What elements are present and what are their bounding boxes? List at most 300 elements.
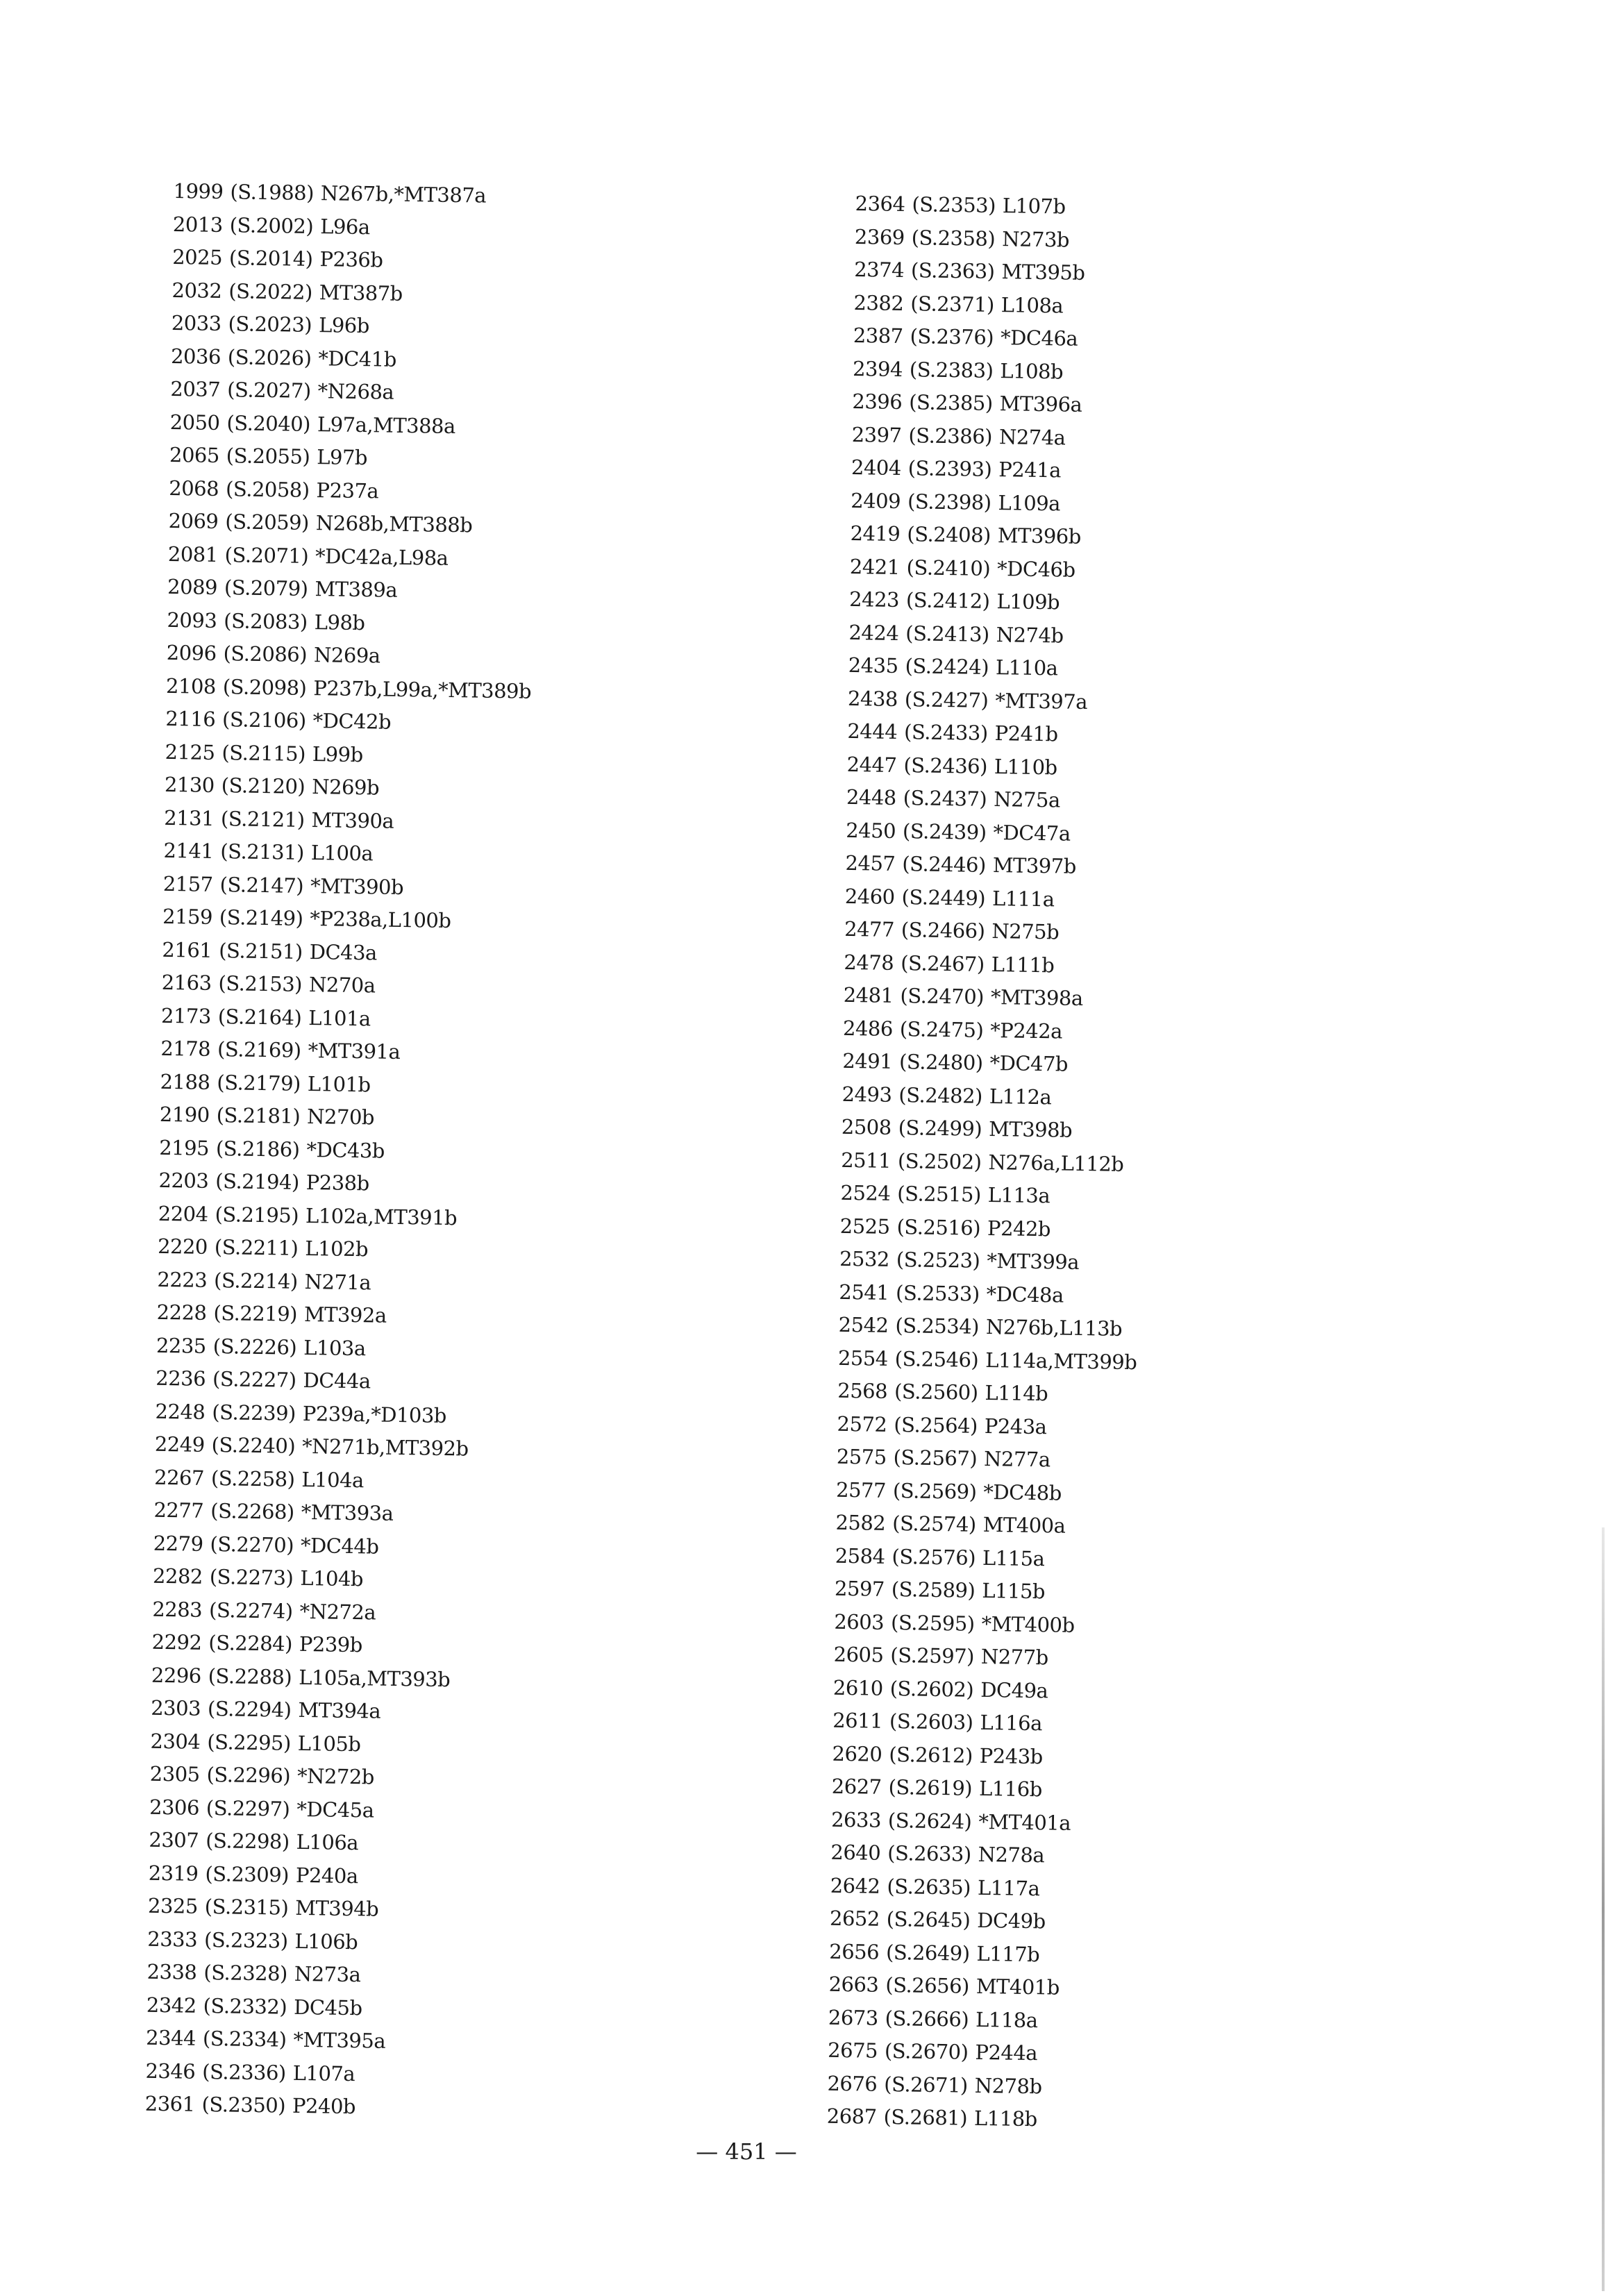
- entry-num: 2013: [172, 212, 224, 237]
- entry-ref: (S.2336): [202, 2059, 287, 2085]
- entry-ref: (S.2515): [897, 1182, 982, 1207]
- entry-codes: L117a: [977, 1875, 1040, 1900]
- entry-ref: (S.2386): [908, 423, 993, 449]
- entry-num: 2582: [835, 1510, 886, 1535]
- entry-num: 2178: [160, 1036, 211, 1061]
- entry-codes: L113a: [987, 1182, 1050, 1208]
- entry-ref: (S.2194): [215, 1169, 300, 1194]
- entry-num: 2036: [170, 344, 221, 369]
- entry-ref: (S.2121): [220, 806, 305, 832]
- entry-num: 2511: [840, 1148, 891, 1173]
- entry-ref: (S.2602): [889, 1676, 974, 1702]
- entry-codes: MT395b: [1001, 260, 1085, 285]
- entry-num: 2421: [849, 554, 900, 579]
- entry-codes: P244a: [975, 2040, 1038, 2065]
- entry-codes: L116a: [980, 1710, 1043, 1736]
- entry-codes: L97b: [317, 445, 368, 470]
- entry-num: 2220: [157, 1234, 208, 1259]
- entry-ref: (S.2023): [228, 312, 312, 337]
- entry-num: 2037: [170, 376, 221, 402]
- entry-codes: N270b: [306, 1105, 375, 1130]
- entry-num: 2577: [835, 1477, 887, 1502]
- entry-ref: (S.2576): [891, 1544, 976, 1570]
- entry-ref: (S.2449): [901, 885, 986, 910]
- entry-ref: (S.2671): [884, 2072, 969, 2097]
- entry-codes: N269a: [313, 643, 380, 668]
- entry-codes: *P238a,L100b: [310, 907, 451, 933]
- entry-codes: L110a: [995, 655, 1058, 680]
- entry-ref: (S.2027): [226, 378, 311, 403]
- entry-codes: L115a: [982, 1545, 1045, 1570]
- entry-ref: (S.2226): [212, 1334, 297, 1359]
- entry-codes: N278a: [978, 1842, 1045, 1868]
- entry-num: 2344: [145, 2025, 196, 2050]
- entry-ref: (S.2151): [219, 938, 303, 964]
- entry-codes: *DC42a,L98a: [315, 544, 449, 570]
- entry-codes: *P242a: [990, 1018, 1063, 1044]
- entry-ref: (S.2079): [224, 576, 308, 601]
- entry-ref: (S.2106): [221, 707, 306, 732]
- entry-num: 2481: [843, 982, 894, 1007]
- entry-ref: (S.2334): [202, 2026, 287, 2052]
- entry-num: 2640: [830, 1840, 881, 1865]
- entry-codes: N270a: [308, 973, 376, 998]
- entry-num: 2423: [848, 587, 900, 612]
- entry-codes: L116b: [978, 1776, 1043, 1802]
- entry-ref: (S.2350): [201, 2092, 286, 2118]
- entry-num: 2369: [854, 224, 905, 249]
- entry-codes: L107b: [1002, 194, 1066, 219]
- entry-num: 2450: [846, 818, 896, 843]
- entry-num: 2541: [839, 1280, 889, 1305]
- entry-num: 2597: [834, 1576, 885, 1601]
- entry-codes: MT392a: [303, 1302, 387, 1327]
- entry-ref: (S.2240): [211, 1433, 296, 1458]
- entry-codes: *MT398a: [990, 985, 1083, 1010]
- entry-num: 2342: [146, 1993, 196, 2018]
- entry-codes: L115b: [982, 1578, 1046, 1604]
- entry-num: 2396: [852, 389, 903, 414]
- entry-num: 2325: [147, 1893, 199, 1918]
- entry-codes: MT396b: [997, 523, 1082, 548]
- entry-num: 2493: [842, 1082, 892, 1107]
- entry-num: 2228: [156, 1300, 207, 1325]
- entry-codes: N268b,MT388b: [315, 511, 473, 537]
- entry-num: 2603: [834, 1609, 885, 1634]
- entry-codes: *MT391a: [308, 1039, 401, 1064]
- entry-codes: L107a: [292, 2061, 355, 2086]
- entry-num: 2203: [158, 1168, 209, 1193]
- entry-ref: (S.2164): [217, 1004, 302, 1030]
- entry-ref: (S.2309): [205, 1861, 290, 1887]
- entry-codes: *DC45a: [296, 1797, 374, 1822]
- entry-ref: (S.2408): [907, 522, 991, 547]
- entry-codes: *DC48b: [983, 1480, 1062, 1505]
- entry-num: 2457: [845, 850, 896, 875]
- entry-codes: N275a: [993, 787, 1061, 812]
- entry-ref: (S.2645): [886, 1907, 971, 1932]
- entry-ref: (S.2169): [217, 1037, 301, 1062]
- entry-num: 2081: [167, 542, 218, 567]
- entry-codes: MT398b: [988, 1117, 1073, 1142]
- entry-codes: L118b: [973, 2106, 1037, 2131]
- entry-codes: L104b: [300, 1566, 364, 1591]
- entry-num: 2306: [149, 1795, 200, 1820]
- entry-ref: (S.2446): [902, 852, 987, 877]
- entry-codes: P239a,*D103b: [302, 1401, 447, 1427]
- entry-codes: L102b: [305, 1236, 369, 1262]
- entry-num: 2633: [830, 1807, 882, 1832]
- entry-codes: L117b: [976, 1941, 1040, 1966]
- entry-ref: (S.2466): [901, 918, 985, 943]
- entry-ref: (S.2026): [227, 344, 312, 370]
- entry-num: 2374: [853, 257, 905, 283]
- entry-ref: (S.2437): [903, 786, 987, 811]
- entry-ref: (S.2181): [216, 1103, 301, 1128]
- entry-ref: (S.2482): [898, 1082, 983, 1108]
- entry-num: 2491: [842, 1048, 893, 1073]
- entry-num: 2069: [168, 508, 219, 534]
- entry-ref: (S.2439): [902, 819, 987, 844]
- entry-num: 2584: [835, 1543, 885, 1568]
- entry-num: 2282: [152, 1564, 203, 1589]
- entry-num: 2575: [836, 1444, 887, 1469]
- entry-num: 2292: [151, 1629, 202, 1654]
- entry-ref: (S.2219): [213, 1301, 298, 1326]
- entry-ref: (S.2398): [907, 489, 991, 514]
- entry-codes: *N268a: [317, 379, 394, 404]
- entry-num: 2333: [147, 1927, 198, 1952]
- entry-ref: (S.2649): [885, 1940, 970, 1966]
- entry-num: 2652: [829, 1906, 880, 1931]
- entry-num: 2554: [837, 1346, 889, 1371]
- entry-codes: *DC41b: [318, 346, 397, 371]
- entry-ref: (S.2098): [222, 674, 307, 700]
- entry-ref: (S.2363): [910, 258, 995, 283]
- entry-num: 2610: [832, 1675, 884, 1700]
- entry-num: 2419: [850, 521, 901, 546]
- entry-ref: (S.2055): [226, 444, 310, 469]
- entry-ref: (S.2424): [905, 654, 989, 679]
- entry-num: 2249: [154, 1432, 205, 1457]
- entry-ref: (S.2413): [905, 621, 990, 646]
- entry-codes: L96a: [319, 214, 370, 239]
- entry-ref: (S.2569): [892, 1478, 977, 1504]
- entry-ref: (S.2258): [210, 1466, 295, 1491]
- entry-ref: (S.2179): [217, 1070, 301, 1096]
- entry-codes: *DC44b: [300, 1533, 379, 1559]
- entry-codes: *MT393a: [301, 1500, 394, 1525]
- entry-ref: (S.2083): [224, 608, 308, 634]
- entry-codes: L96b: [318, 313, 370, 338]
- entry-num: 2068: [169, 476, 219, 501]
- entry-ref: (S.2410): [906, 555, 991, 580]
- entry-ref: (S.2516): [896, 1214, 981, 1240]
- entry-ref: (S.2436): [903, 753, 988, 778]
- entry-ref: (S.2274): [208, 1598, 293, 1623]
- entry-codes: *DC43b: [306, 1137, 385, 1163]
- entry-ref: (S.2624): [887, 1808, 972, 1834]
- entry-num: 2188: [160, 1069, 210, 1094]
- entry-codes: N273b: [1001, 226, 1070, 252]
- entry-num: 2620: [832, 1741, 882, 1766]
- entry-codes: L97a,MT388a: [317, 412, 456, 438]
- entry-num: 2448: [846, 785, 897, 810]
- entry-codes: MT390a: [311, 807, 394, 833]
- entry-num: 2382: [853, 290, 904, 315]
- entry-num: 2065: [169, 442, 220, 468]
- entry-num: 2346: [145, 2059, 196, 2084]
- entry-codes: *DC47a: [993, 820, 1071, 846]
- entry-num: 2161: [162, 937, 212, 962]
- entry-codes: *DC46a: [1000, 326, 1078, 351]
- entry-num: 2675: [827, 2038, 878, 2063]
- index-column-left: [144, 175, 798, 2130]
- entry-codes: L114a,MT399b: [985, 1348, 1137, 1374]
- entry-num: 2141: [163, 838, 214, 863]
- entry-ref: (S.2502): [897, 1148, 982, 1174]
- entry-codes: DC43a: [309, 939, 378, 964]
- entry-num: 2131: [164, 805, 215, 830]
- entry-num: 2444: [847, 719, 898, 744]
- entry-num: 2032: [171, 278, 222, 303]
- entry-ref: (S.2412): [905, 588, 990, 613]
- entry-codes: *DC47b: [989, 1051, 1069, 1076]
- entry-num: 2304: [150, 1729, 201, 1754]
- entry-ref: (S.2323): [203, 1927, 288, 1953]
- entry-num: 2477: [844, 916, 895, 941]
- entry-codes: P240a: [295, 1863, 358, 1888]
- entry-ref: (S.2427): [904, 687, 989, 712]
- entry-codes: N273a: [294, 1961, 361, 1987]
- entry-ref: (S.2153): [218, 971, 303, 996]
- entry-codes: N267b,*MT387a: [320, 181, 487, 208]
- entry-num: 2125: [165, 739, 215, 764]
- entry-codes: MT396a: [999, 392, 1082, 417]
- entry-num: 2568: [837, 1378, 888, 1403]
- entry-codes: L108a: [1001, 292, 1064, 317]
- entry-num: 2248: [155, 1399, 206, 1424]
- entry-num: 2173: [160, 1003, 212, 1028]
- entry-ref: (S.2022): [228, 278, 313, 304]
- entry-num: 2096: [166, 640, 217, 665]
- entry-codes: MT397b: [992, 853, 1077, 878]
- entry-num: 2236: [156, 1366, 206, 1391]
- entry-num: 2319: [148, 1861, 199, 1886]
- entry-codes: DC49b: [977, 1908, 1046, 1934]
- entry-ref: (S.2332): [203, 1993, 287, 2019]
- entry-ref: (S.2147): [219, 872, 304, 898]
- entry-num: 2116: [165, 706, 216, 731]
- entry-ref: (S.2273): [209, 1564, 294, 1590]
- entry-codes: *MT399a: [987, 1248, 1080, 1274]
- entry-num: 2572: [837, 1411, 887, 1436]
- entry-codes: N275b: [991, 919, 1060, 944]
- entry-ref: (S.2295): [207, 1729, 292, 1755]
- entry-num: 2033: [171, 310, 221, 336]
- entry-num: 2656: [829, 1939, 880, 1964]
- entry-num: 2435: [848, 653, 898, 678]
- entry-ref: (S.2656): [885, 1972, 970, 1998]
- entry-num: 2277: [153, 1498, 204, 1523]
- entry-ref: (S.2315): [204, 1894, 289, 1920]
- entry-ref: (S.2353): [912, 192, 996, 217]
- entry-num: 2438: [847, 686, 898, 711]
- entry-codes: P243a: [984, 1414, 1047, 1439]
- entry-ref: (S.2371): [910, 291, 995, 317]
- entry-num: 2397: [851, 422, 902, 447]
- entry-num: 2611: [832, 1708, 883, 1733]
- entry-codes: P241b: [994, 721, 1058, 746]
- entry-codes: L104a: [301, 1467, 365, 1492]
- entry-ref: (S.2268): [210, 1499, 294, 1524]
- entry-num: 2190: [159, 1102, 210, 1127]
- entry-codes: MT394b: [295, 1895, 379, 1921]
- entry-ref: (S.2227): [212, 1367, 296, 1392]
- scan-edge-artifact: [1602, 1527, 1605, 2291]
- entry-codes: L118a: [975, 2007, 1038, 2032]
- index-column-right: [826, 187, 1480, 2143]
- entry-ref: (S.2149): [219, 905, 303, 930]
- entry-ref: (S.2597): [890, 1643, 975, 1668]
- entry-num: 2447: [846, 752, 897, 777]
- entry-codes: N277b: [980, 1644, 1048, 1670]
- entry-codes: MT394a: [298, 1698, 381, 1723]
- entry-num: 2394: [852, 356, 903, 381]
- entry-codes: L109a: [998, 490, 1061, 515]
- entry-codes: *DC48a: [986, 1282, 1064, 1307]
- entry-num: 2204: [158, 1201, 208, 1226]
- entry-ref: (S.2040): [226, 410, 311, 436]
- entry-codes: N274b: [996, 622, 1064, 648]
- entry-ref: (S.2358): [911, 225, 996, 251]
- entry-codes: L114b: [985, 1380, 1048, 1406]
- entry-codes: P242b: [987, 1216, 1051, 1241]
- entry-num: 2157: [162, 871, 213, 896]
- entry-codes: N269b: [311, 775, 380, 800]
- entry-ref: (S.2296): [206, 1762, 291, 1788]
- entry-ref: (S.2376): [910, 324, 994, 349]
- entry-num: 2387: [853, 323, 903, 349]
- entry-codes: P240b: [292, 2093, 356, 2119]
- entry-ref: (S.2298): [205, 1828, 290, 1854]
- entry-num: 2542: [838, 1312, 889, 1337]
- entry-num: 2673: [828, 2005, 878, 2030]
- entry-codes: L108b: [1000, 358, 1064, 383]
- entry-num: 2296: [151, 1663, 202, 1688]
- entry-ref: (S.2393): [907, 456, 992, 481]
- entry-num: 2305: [149, 1761, 200, 1786]
- entry-ref: (S.2288): [208, 1664, 292, 1689]
- entry-codes: P239b: [299, 1632, 363, 1657]
- entry-ref: (S.2681): [883, 2104, 968, 2130]
- entry-ref: (S.2470): [900, 984, 985, 1009]
- entry-ref: (S.2214): [213, 1268, 298, 1293]
- entry-ref: (S.2071): [224, 542, 309, 568]
- entry-codes: L100a: [310, 841, 374, 866]
- entry-num: 2195: [158, 1135, 210, 1160]
- entry-ref: (S.2546): [894, 1346, 979, 1372]
- entry-codes: MT389a: [315, 577, 398, 602]
- entry-codes: L111b: [991, 952, 1055, 977]
- entry-num: 2524: [840, 1180, 891, 1205]
- entry-num: 2460: [844, 884, 895, 909]
- entry-codes: *MT397a: [995, 688, 1088, 714]
- entry-codes: P237a: [316, 478, 379, 503]
- entry-ref: (S.2670): [884, 2038, 969, 2064]
- entry-ref: (S.2533): [895, 1280, 980, 1306]
- entry-num: 2627: [831, 1774, 882, 1799]
- entry-codes: MT387b: [319, 280, 403, 305]
- entry-num: 2159: [162, 904, 213, 929]
- entry-codes: P236b: [319, 247, 383, 272]
- entry-codes: L105b: [297, 1731, 361, 1756]
- entry-num: 2642: [830, 1873, 880, 1898]
- entry-codes: P237b,L99a,*MT389b: [313, 676, 532, 703]
- entry-codes: N277a: [983, 1446, 1050, 1472]
- entry-num: 2478: [844, 950, 894, 975]
- entry-codes: *MT395a: [293, 2027, 386, 2053]
- entry-codes: DC49a: [980, 1677, 1048, 1702]
- entry-num: 2676: [827, 2071, 878, 2096]
- entry-ref: (S.2239): [212, 1400, 296, 1425]
- entry-ref: (S.2499): [898, 1116, 982, 1141]
- entry-num: 2235: [156, 1333, 207, 1358]
- entry-codes: L106b: [294, 1929, 358, 1954]
- entry-num: 2130: [164, 772, 215, 797]
- entry-ref: (S.2480): [898, 1050, 983, 1075]
- entry-codes: L109b: [996, 589, 1060, 614]
- entry-codes: P238b: [305, 1170, 369, 1196]
- entry-num: 2525: [839, 1214, 890, 1239]
- entry-num: 2364: [855, 191, 905, 217]
- entry-codes: L101b: [307, 1071, 371, 1096]
- entry-ref: (S.2633): [887, 1841, 971, 1866]
- entry-num: 2093: [167, 607, 217, 632]
- entry-num: 2163: [161, 970, 212, 995]
- entry-codes: N278b: [974, 2073, 1042, 2098]
- entry-codes: L101a: [308, 1005, 371, 1030]
- entry-ref: (S.2564): [894, 1412, 978, 1438]
- entry-ref: (S.2195): [215, 1202, 299, 1227]
- entry-ref: (S.2603): [889, 1709, 973, 1734]
- entry-ref: (S.1988): [230, 180, 315, 205]
- entry-ref: (S.2115): [221, 740, 306, 766]
- entry-ref: (S.2567): [893, 1446, 978, 1470]
- entry-codes: N276b,L113b: [985, 1314, 1123, 1341]
- entry-codes: L102a,MT391b: [305, 1203, 458, 1230]
- entry-num: 2404: [851, 455, 902, 480]
- entry-ref: (S.2666): [885, 2006, 969, 2031]
- entry-codes: L112a: [989, 1084, 1052, 1109]
- entry-ref: (S.2523): [896, 1248, 980, 1273]
- entry-ref: (S.2211): [214, 1235, 299, 1260]
- entry-codes: L111a: [991, 886, 1055, 911]
- entry-num: 2025: [171, 244, 223, 270]
- entry-codes: L110b: [994, 754, 1057, 779]
- entry-codes: L103a: [303, 1335, 366, 1360]
- entry-codes: *MT400b: [981, 1611, 1075, 1637]
- entry-num: 2409: [851, 488, 901, 513]
- entry-num: 2279: [153, 1531, 203, 1556]
- entry-ref: (S.2059): [225, 510, 310, 535]
- entry-codes: *DC46b: [996, 556, 1075, 582]
- entry-ref: (S.2284): [208, 1630, 293, 1656]
- entry-ref: (S.2612): [889, 1742, 973, 1768]
- entry-ref: (S.2385): [908, 390, 993, 415]
- entry-ref: (S.2383): [909, 357, 994, 383]
- entry-ref: (S.2294): [207, 1696, 292, 1722]
